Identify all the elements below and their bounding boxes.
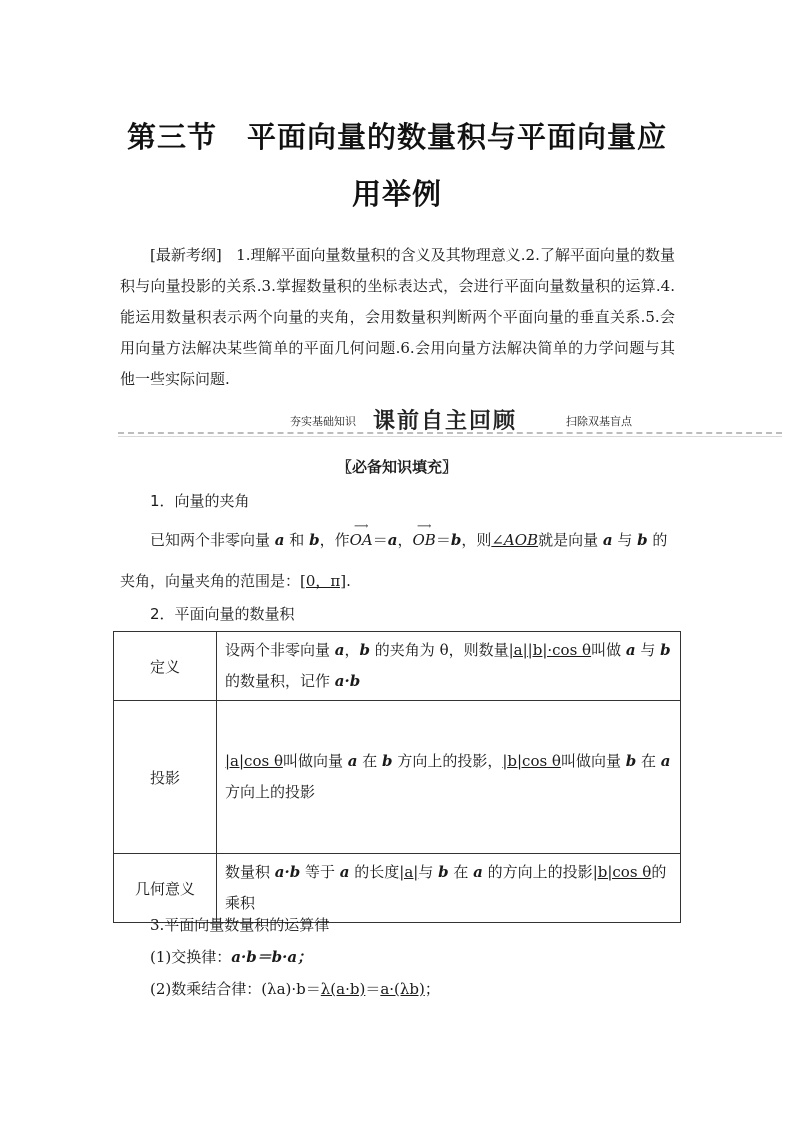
page-title-line-2: 用举例 xyxy=(351,177,442,211)
row-value-definition: 设两个非零向量 a，b 的夹角为 θ，则数量|a||b|·cos θ叫做 a 与 b 的数量积，记作 a·b xyxy=(217,632,681,701)
banner-dashed-rule xyxy=(118,432,782,434)
row-key-projection: 投影 xyxy=(114,701,217,854)
row-value-geometric-meaning: 数量积 a·b 等于 a 的长度|a|与 b 在 a 的方向上的投影|b|cos θ的乘积 xyxy=(217,854,681,923)
law-scalar-associative: (2)数乘结合律：(λa)·b＝λ(a·b)＝a·(λb)； xyxy=(150,980,440,998)
syllabus-label: [最新考纲] xyxy=(150,246,222,264)
abs-a: |a| xyxy=(399,863,419,881)
angle-range: [0，π] xyxy=(300,572,347,590)
syllabus-paragraph xyxy=(120,240,675,395)
row-key-definition: 定义 xyxy=(114,632,217,701)
banner-right-caption: 扫除双基盲点 xyxy=(566,415,632,428)
law-commutative: (1)交换律：a·b＝b·a； xyxy=(150,948,313,966)
table-row xyxy=(114,701,681,854)
law-answer-2: a·(λb) xyxy=(380,980,425,998)
row-key-geometric-meaning: 几何意义 xyxy=(114,854,217,923)
knowledge-heading: 〖必备知识填充〗 xyxy=(336,458,457,476)
dot-product-table xyxy=(113,631,681,923)
banner-rule xyxy=(118,436,782,437)
vector-oa: ⟶ OA xyxy=(349,521,373,549)
law-answer-1: λ(a·b) xyxy=(320,980,366,998)
section-3-heading: 3.平面向量数量积的运算律 xyxy=(150,916,330,934)
formula-projection-b-geo: |b|cos θ xyxy=(592,863,652,881)
formula-projection-a: |a|cos θ xyxy=(225,752,283,770)
table-row xyxy=(114,854,681,923)
formula-projection-b: |b|cos θ xyxy=(502,752,561,770)
syllabus-text: 1.理解平面向量数量积的含义及其物理意义.2.了解平面向量的数量积与向量投影的关系.3.掌握数量积的坐标表达式，会进行平面向量数量积的运算.4.能运用数量积表示两个向量的夹角，会用数量积判断两个平面向量的垂直关系.5.会用向量方法解决某些简单的平面几何问题.6.会用向量方法解决简单的力学问题与其他一些实际问题. xyxy=(120,246,675,388)
table-row xyxy=(114,632,681,701)
banner-left-caption: 夯实基础知识 xyxy=(290,415,356,428)
section-1-paragraph-line-2: 夹角，向量夹角的范围是：[0，π]. xyxy=(120,572,351,590)
section-1-heading: 1．向量的夹角 xyxy=(150,492,250,510)
page-title-line-1: 第三节 平面向量的数量积与平面向量应 xyxy=(126,120,668,154)
angle-aob: ∠AOB xyxy=(491,531,539,549)
section-1-paragraph-line-1: 已知两个非零向量 a 和 b，作 ⟶ OA＝a， ⟶ OB＝b，则∠AOB就是向量 a 与 b 的 xyxy=(150,521,668,549)
vector-ob: ⟶ OB xyxy=(412,521,436,549)
section-banner xyxy=(118,404,782,438)
banner-title: 课前自主回顾 xyxy=(373,409,518,434)
formula-dot-product: |a||b|·cos θ xyxy=(508,641,592,659)
section-2-heading: 2．平面向量的数量积 xyxy=(150,605,295,623)
row-value-projection: |a|cos θ叫做向量 a 在 b 方向上的投影，|b|cos θ叫做向量 b 在 a 方向上的投影 xyxy=(217,701,681,854)
